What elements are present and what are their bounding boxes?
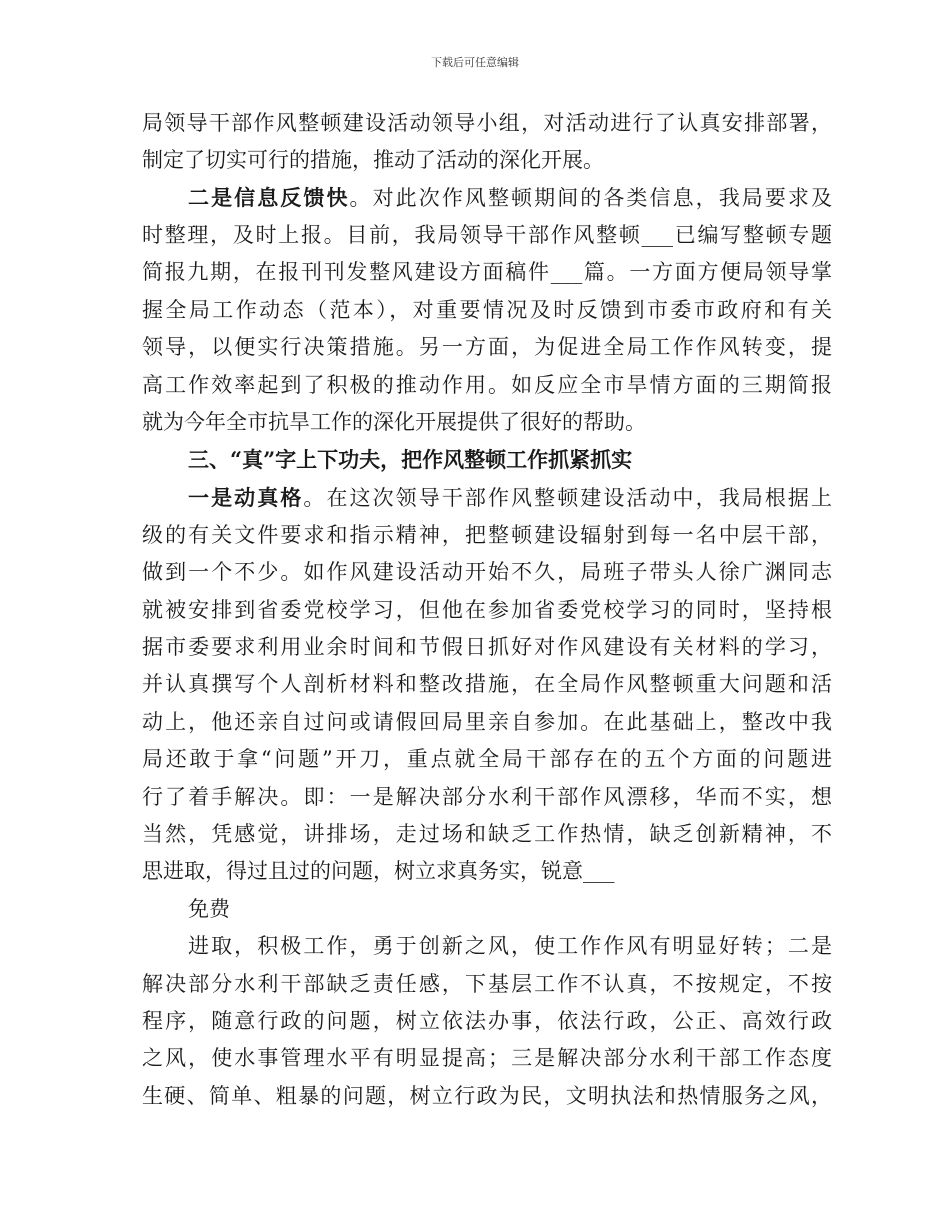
paragraph-line: 局还敢于拿“问题”开刀，重点就全局干部存在的五个方面的问题进 (142, 747, 832, 771)
paragraph-line: 高工作效率起到了积极的推动作用。如反应全市旱情方面的三期简报 (142, 373, 832, 397)
paragraph-line: 就被安排到省委党校学习，但他在参加省委党校学习的同时，坚持根 (142, 598, 832, 622)
paragraph-line: 领导，以便实行决策措施。另一方面，为促进全局工作作风转变，提 (142, 335, 832, 359)
paragraph-line: 时整理，及时上报。目前，我局领导干部作风整顿___已编写整顿专题 (142, 223, 832, 247)
bold-lead-text: 二是信息反馈快 (188, 185, 350, 210)
paragraph-line: 之风，使水事管理水平有明显提高；三是解决部分水利干部工作态度 (142, 1046, 832, 1070)
paragraph-line: 就为今年全市抗旱工作的深化开展提供了很好的帮助。 (142, 410, 646, 434)
paragraph-line: 动上，他还亲自过问或请假回局里亲自参加。在此基础上，整改中我 (142, 710, 832, 734)
paragraph-text: 。对此次作风整顿期间的各类信息，我局要求及 (349, 186, 833, 210)
free-label: 免费 (188, 897, 230, 921)
paragraph-line: 思进取，得过且过的问题，树立求真务实，锐意___ (142, 859, 615, 883)
paragraph-line: 生硬、简单、粗暴的问题，树立行政为民，文明执法和热情服务之风， (142, 1084, 832, 1108)
paragraph-text: 。在这次领导干部作风整顿建设活动中，我局根据上 (303, 486, 833, 510)
page-header-watermark: 下载后可任意编辑 (431, 56, 519, 69)
paragraph-line: 握全局工作动态（范本），对重要情况及时反馈到市委市政府和有关 (142, 298, 832, 322)
bold-lead-text: 一是动真格 (188, 485, 304, 510)
paragraph-line: 据市委要求利用业余时间和节假日抓好对作风建设有关材料的学习， (142, 635, 832, 659)
section-heading: 三、“真”字上下功夫，把作风整顿工作抓紧抓实 (188, 447, 633, 472)
paragraph-line: 简报九期，在报刊刊发整风建设方面稿件___篇。一方面方便局领导掌 (142, 260, 832, 284)
paragraph-line: 做到一个不少。如作风建设活动开始不久，局班子带头人徐广渊同志 (142, 560, 832, 584)
paragraph-line: 制定了切实可行的措施，推动了活动的深化开展。 (142, 148, 604, 172)
paragraph-line (188, 485, 832, 513)
paragraph-line: 行了着手解决。即：一是解决部分水利干部作风漂移，华而不实，想 (142, 785, 832, 809)
paragraph-line: 级的有关文件要求和指示精神，把整顿建设辐射到每一名中层干部， (142, 523, 832, 547)
paragraph-line (188, 185, 832, 213)
paragraph-line: 局领导干部作风整顿建设活动领导小组，对活动进行了认真安排部署， (142, 111, 832, 135)
paragraph-line: 解决部分水利干部缺乏责任感，下基层工作不认真，不按规定，不按 (142, 972, 832, 996)
paragraph-line: 并认真撰写个人剖析材料和整改措施，在全局作风整顿重大问题和活 (142, 672, 832, 696)
paragraph-line: 程序，随意行政的问题，树立依法办事，依法行政，公正、高效行政 (142, 1009, 832, 1033)
paragraph-line: 当然，凭感觉，讲排场，走过场和缺乏工作热情，缺乏创新精神，不 (142, 822, 832, 846)
paragraph-line: 进取，积极工作，勇于创新之风，使工作作风有明显好转；二是 (188, 934, 832, 958)
